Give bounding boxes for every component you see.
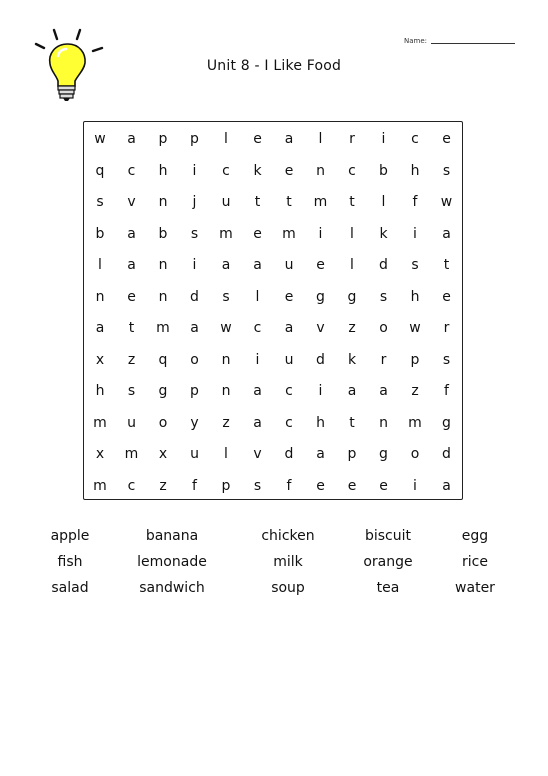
grid-letter[interactable]: c bbox=[127, 477, 136, 494]
grid-letter[interactable]: a bbox=[190, 320, 199, 336]
word-list-item: sandwich bbox=[139, 580, 205, 596]
grid-letter[interactable]: l bbox=[255, 288, 260, 305]
grid-letter[interactable]: d bbox=[190, 288, 199, 305]
grid-letter[interactable]: b bbox=[158, 225, 168, 242]
grid-letter[interactable]: m bbox=[93, 477, 107, 494]
grid-letter[interactable]: e bbox=[316, 257, 325, 273]
grid-letter[interactable]: l bbox=[350, 225, 354, 242]
grid-letter[interactable]: n bbox=[158, 194, 168, 210]
word-list-item: soup bbox=[271, 580, 305, 596]
grid-row bbox=[84, 439, 462, 471]
grid-letter[interactable]: f bbox=[412, 194, 418, 210]
grid-row bbox=[84, 376, 462, 408]
grid-letter[interactable]: a bbox=[347, 383, 357, 399]
word-list-item: egg bbox=[461, 528, 489, 544]
page-title: Unit 8 - I Like Food bbox=[206, 58, 342, 74]
word-list-item: rice bbox=[462, 554, 488, 570]
grid-letter[interactable]: s bbox=[442, 162, 451, 179]
grid-letter[interactable]: r bbox=[380, 351, 387, 368]
grid-letter[interactable]: a bbox=[253, 383, 262, 399]
grid-letter[interactable]: q bbox=[158, 351, 168, 368]
grid-letter[interactable]: m bbox=[408, 414, 422, 431]
grid-letter[interactable]: p bbox=[347, 446, 357, 462]
grid-letter[interactable]: v bbox=[127, 194, 136, 210]
grid-letter[interactable]: e bbox=[127, 288, 136, 305]
grid-letter[interactable]: w bbox=[220, 320, 232, 336]
grid-letter[interactable]: s bbox=[190, 225, 199, 242]
grid-letter[interactable]: n bbox=[158, 288, 168, 305]
grid-letter[interactable]: n bbox=[379, 414, 388, 431]
word-list-item: orange bbox=[363, 554, 413, 570]
grid-letter[interactable]: f bbox=[286, 477, 292, 494]
grid-letter[interactable]: c bbox=[222, 162, 230, 179]
grid-letter[interactable]: c bbox=[348, 162, 356, 179]
grid-letter[interactable]: t bbox=[254, 194, 261, 210]
grid-letter[interactable]: k bbox=[379, 225, 388, 242]
word-list-row bbox=[20, 552, 528, 578]
grid-row bbox=[84, 219, 462, 251]
grid-letter[interactable]: l bbox=[381, 194, 386, 210]
grid-letter[interactable]: x bbox=[95, 446, 105, 462]
grid-letter[interactable]: m bbox=[124, 446, 139, 462]
grid-letter[interactable]: c bbox=[411, 131, 419, 147]
grid-letter[interactable]: s bbox=[127, 383, 136, 399]
word-list-row bbox=[20, 526, 528, 552]
grid-letter[interactable]: a bbox=[127, 131, 136, 147]
grid-letter[interactable]: e bbox=[253, 225, 262, 242]
word-list-item: banana bbox=[145, 528, 199, 544]
grid-letter[interactable]: a bbox=[442, 477, 451, 494]
grid-letter[interactable]: k bbox=[253, 162, 262, 179]
grid-letter[interactable]: e bbox=[316, 477, 325, 494]
grid-letter[interactable]: g bbox=[316, 288, 325, 305]
grid-letter[interactable]: o bbox=[379, 320, 388, 336]
grid-letter[interactable]: i bbox=[192, 162, 197, 179]
grid-letter[interactable]: p bbox=[158, 131, 168, 147]
grid-row bbox=[84, 250, 462, 282]
grid-letter[interactable]: m bbox=[93, 414, 107, 431]
grid-letter[interactable]: h bbox=[410, 162, 420, 179]
grid-letter[interactable]: n bbox=[221, 383, 231, 399]
grid-row bbox=[84, 408, 462, 440]
grid-letter[interactable]: d bbox=[316, 351, 325, 368]
grid-letter[interactable]: c bbox=[285, 414, 293, 431]
grid-row bbox=[84, 345, 462, 377]
grid-letter[interactable]: s bbox=[96, 194, 104, 210]
grid-letter[interactable]: n bbox=[221, 351, 231, 368]
grid-letter[interactable]: w bbox=[94, 131, 106, 147]
grid-letter[interactable]: k bbox=[347, 351, 357, 368]
grid-letter[interactable]: m bbox=[313, 194, 328, 210]
grid-letter[interactable]: a bbox=[379, 383, 388, 399]
grid-letter[interactable]: a bbox=[316, 446, 325, 462]
grid-letter[interactable]: f bbox=[444, 383, 449, 399]
grid-letter[interactable]: i bbox=[318, 383, 323, 399]
grid-letter[interactable]: i bbox=[318, 225, 323, 242]
grid-letter[interactable]: q bbox=[95, 162, 105, 179]
grid-row bbox=[84, 282, 462, 314]
grid-letter[interactable]: i bbox=[381, 131, 386, 147]
grid-letter[interactable]: e bbox=[347, 477, 357, 494]
grid-letter[interactable]: b bbox=[379, 162, 388, 179]
grid-letter[interactable]: p bbox=[410, 351, 420, 368]
grid-letter[interactable]: e bbox=[442, 288, 451, 305]
grid-letter[interactable]: l bbox=[318, 131, 323, 147]
word-list-item: biscuit bbox=[364, 528, 412, 544]
grid-letter[interactable]: a bbox=[284, 320, 294, 336]
grid-letter[interactable]: t bbox=[349, 194, 355, 210]
name-label: Name: bbox=[404, 37, 428, 45]
grid-letter[interactable]: c bbox=[127, 162, 136, 179]
grid-letter[interactable]: p bbox=[190, 383, 199, 399]
grid-letter[interactable]: x bbox=[95, 351, 105, 368]
grid-letter[interactable]: d bbox=[379, 257, 388, 273]
grid-letter[interactable]: a bbox=[95, 320, 105, 336]
grid-letter[interactable]: o bbox=[158, 414, 168, 431]
grid-letter[interactable]: l bbox=[224, 131, 228, 147]
grid-letter[interactable]: m bbox=[219, 225, 233, 242]
grid-letter[interactable]: d bbox=[284, 446, 294, 462]
grid-letter[interactable]: a bbox=[221, 257, 231, 273]
grid-letter[interactable]: t bbox=[128, 320, 135, 336]
word-list-item: milk bbox=[273, 554, 303, 570]
grid-letter[interactable]: h bbox=[95, 383, 105, 399]
grid-letter[interactable]: d bbox=[442, 446, 451, 462]
name-field[interactable] bbox=[404, 37, 515, 45]
grid-letter[interactable]: w bbox=[440, 194, 453, 210]
grid-letter[interactable]: v bbox=[253, 446, 262, 462]
letter-grid bbox=[84, 122, 462, 499]
grid-letter[interactable]: h bbox=[410, 288, 420, 305]
grid-letter[interactable]: a bbox=[253, 257, 262, 273]
grid-letter[interactable]: z bbox=[348, 320, 356, 336]
grid-letter[interactable]: z bbox=[127, 351, 136, 368]
word-list-item: apple bbox=[50, 528, 90, 544]
grid-letter[interactable]: o bbox=[190, 351, 199, 368]
grid-letter[interactable]: v bbox=[316, 320, 325, 336]
grid-letter[interactable]: g bbox=[379, 446, 388, 462]
grid-letter[interactable]: u bbox=[284, 351, 294, 368]
grid-letter[interactable]: s bbox=[442, 351, 451, 368]
grid-letter[interactable]: e bbox=[442, 131, 451, 147]
grid-letter[interactable]: g bbox=[442, 414, 451, 431]
grid-letter[interactable]: i bbox=[255, 351, 260, 368]
word-list-item: salad bbox=[51, 580, 89, 596]
grid-row bbox=[84, 187, 462, 219]
grid-letter[interactable]: e bbox=[379, 477, 388, 494]
grid-letter[interactable]: t bbox=[443, 257, 450, 273]
grid-letter[interactable]: a bbox=[284, 131, 294, 147]
grid-letter[interactable]: g bbox=[347, 288, 357, 305]
grid-letter[interactable]: l bbox=[98, 257, 102, 273]
grid-letter[interactable]: u bbox=[127, 414, 136, 431]
grid-letter[interactable]: e bbox=[284, 288, 294, 305]
word-list-item: chicken bbox=[261, 528, 315, 544]
grid-letter[interactable]: m bbox=[156, 320, 170, 336]
grid-letter[interactable]: m bbox=[282, 225, 296, 242]
grid-letter[interactable]: u bbox=[284, 257, 294, 273]
word-list-item: lemonade bbox=[137, 554, 207, 570]
grid-letter[interactable]: z bbox=[222, 414, 230, 431]
grid-row bbox=[84, 124, 462, 156]
word-list-item: fish bbox=[57, 554, 83, 570]
grid-letter[interactable]: a bbox=[127, 225, 136, 242]
grid-letter[interactable]: p bbox=[190, 131, 199, 147]
grid-letter[interactable]: t bbox=[286, 194, 292, 210]
grid-letter[interactable]: a bbox=[442, 225, 451, 242]
word-list-item: tea bbox=[376, 580, 400, 596]
grid-letter[interactable]: w bbox=[409, 320, 421, 336]
grid-letter[interactable]: t bbox=[349, 414, 355, 431]
grid-letter[interactable]: z bbox=[159, 477, 167, 494]
grid-letter[interactable]: x bbox=[158, 446, 168, 462]
grid-letter[interactable]: s bbox=[253, 477, 262, 494]
grid-letter[interactable]: u bbox=[221, 194, 231, 210]
word-list-row bbox=[20, 578, 528, 604]
grid-letter[interactable]: n bbox=[316, 162, 325, 179]
grid-letter[interactable]: a bbox=[253, 414, 262, 431]
grid-letter[interactable]: l bbox=[224, 446, 228, 462]
grid-letter[interactable]: i bbox=[413, 477, 417, 494]
word-list bbox=[20, 526, 528, 604]
word-list-item: water bbox=[455, 580, 495, 596]
grid-letter[interactable]: y bbox=[190, 414, 199, 431]
grid-letter[interactable]: c bbox=[253, 320, 262, 336]
word-search-grid[interactable] bbox=[83, 121, 463, 500]
grid-letter[interactable]: z bbox=[411, 383, 419, 399]
grid-letter[interactable]: r bbox=[443, 320, 450, 336]
grid-letter[interactable]: h bbox=[316, 414, 325, 431]
grid-row bbox=[84, 471, 462, 503]
grid-letter[interactable]: l bbox=[350, 257, 354, 273]
grid-letter[interactable]: j bbox=[192, 194, 197, 210]
name-blank-line[interactable] bbox=[431, 43, 515, 44]
grid-letter[interactable]: f bbox=[192, 477, 197, 494]
grid-row bbox=[84, 313, 462, 345]
grid-row bbox=[84, 156, 462, 188]
grid-letter[interactable]: r bbox=[349, 131, 355, 147]
grid-letter[interactable]: s bbox=[411, 257, 419, 273]
grid-letter[interactable]: u bbox=[190, 446, 199, 462]
grid-letter[interactable]: h bbox=[158, 162, 168, 179]
grid-letter[interactable]: e bbox=[284, 162, 294, 179]
grid-letter[interactable]: p bbox=[221, 477, 231, 494]
grid-letter[interactable]: n bbox=[95, 288, 105, 305]
grid-letter[interactable]: a bbox=[127, 257, 136, 273]
grid-letter[interactable]: b bbox=[95, 225, 105, 242]
grid-letter[interactable]: s bbox=[379, 288, 388, 305]
grid-letter[interactable]: n bbox=[158, 257, 168, 273]
grid-letter[interactable]: s bbox=[222, 288, 230, 305]
grid-letter[interactable]: o bbox=[410, 446, 420, 462]
grid-letter[interactable]: c bbox=[285, 383, 293, 399]
grid-letter[interactable]: i bbox=[413, 225, 417, 242]
grid-letter[interactable]: e bbox=[253, 131, 262, 147]
grid-letter[interactable]: g bbox=[158, 383, 168, 399]
grid-letter[interactable]: i bbox=[192, 257, 197, 273]
